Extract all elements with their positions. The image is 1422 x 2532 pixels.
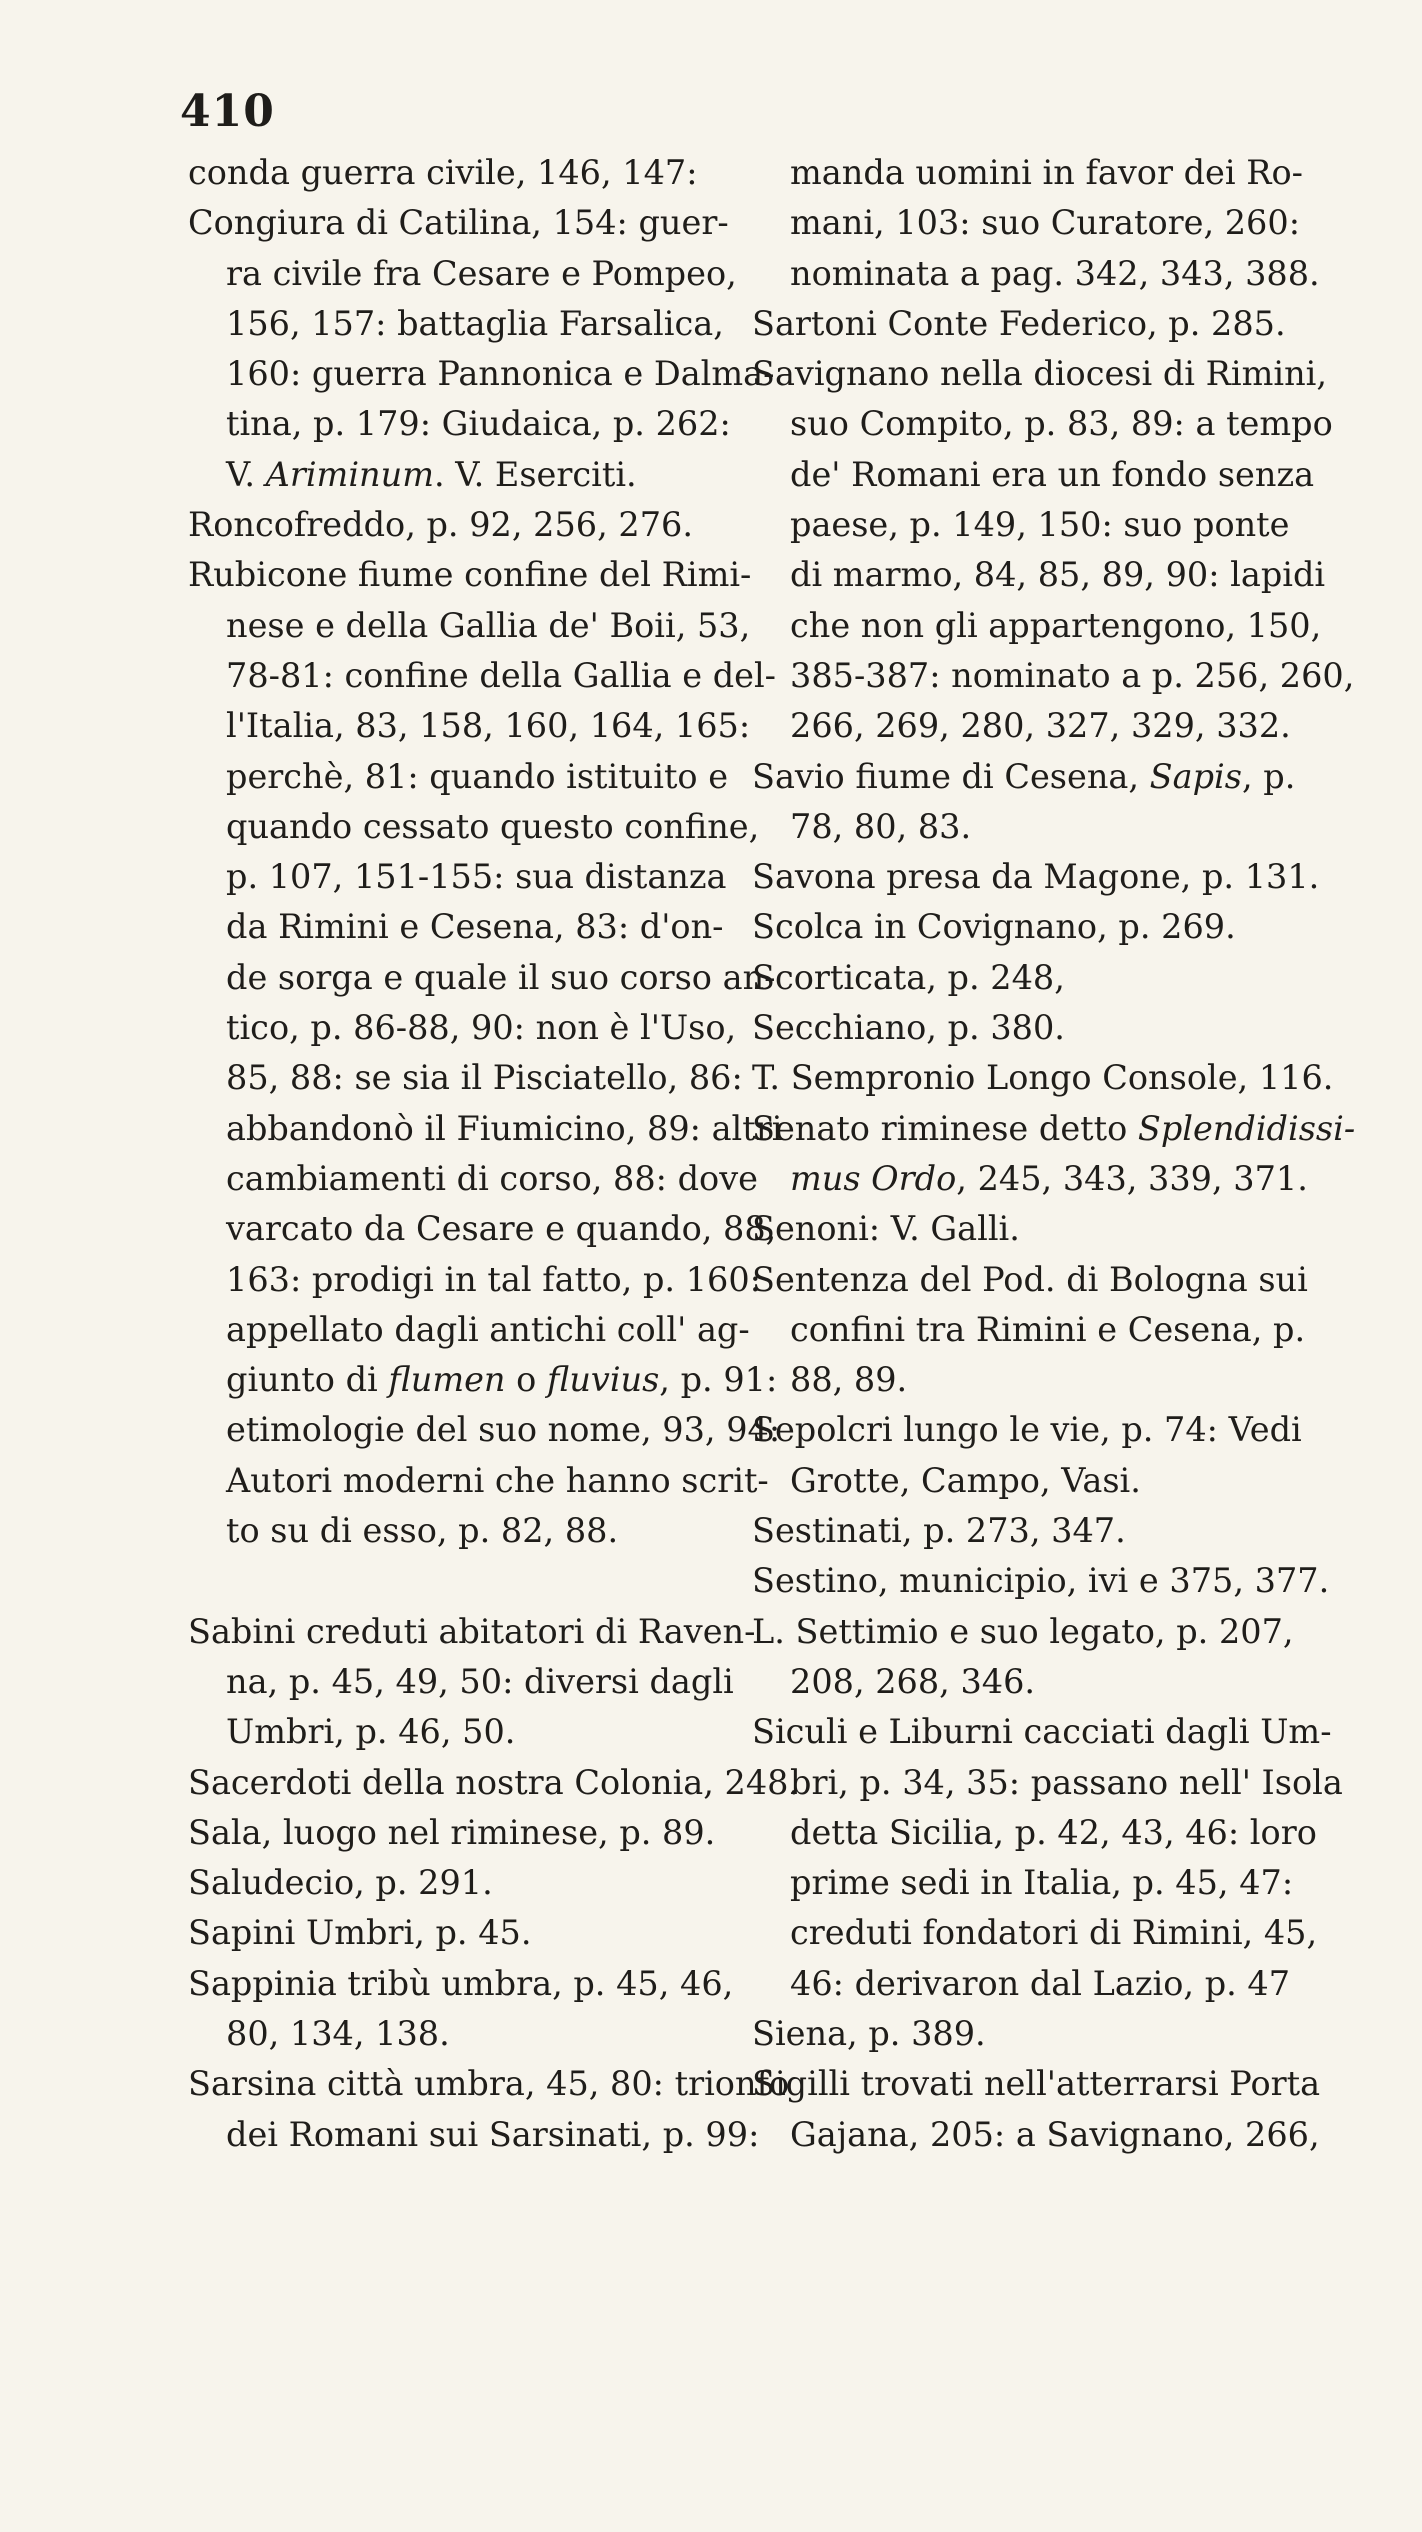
entry-gap bbox=[188, 1556, 740, 1606]
index-line: Umbri, p. 46, 50. bbox=[226, 1712, 516, 1752]
index-line: di marmo, 84, 85, 89, 90: lapidi bbox=[790, 555, 1326, 595]
index-line: varcato da Cesare e quando, 88, bbox=[226, 1209, 777, 1249]
index-line: 208, 268, 346. bbox=[790, 1661, 1036, 1701]
left-column bbox=[188, 148, 800, 2160]
index-line: Savio fiume di Cesena, Sapis, p. bbox=[752, 756, 1296, 796]
index-line: appellato dagli antichi coll' ag- bbox=[226, 1309, 750, 1349]
index-line: tina, p. 179: Giudaica, p. 262: bbox=[226, 404, 731, 444]
index-line: conda guerra civile, 146, 147: bbox=[188, 153, 698, 192]
index-line: Grotte, Campo, Vasi. bbox=[790, 1460, 1141, 1500]
index-line: paese, p. 149, 150: suo ponte bbox=[790, 505, 1290, 545]
index-line: 385-387: nominato a p. 256, 260, bbox=[790, 655, 1355, 695]
index-line: Sestino, municipio, ivi e 375, 377. bbox=[752, 1561, 1330, 1601]
index-line: Sala, luogo nel riminese, p. 89. bbox=[188, 1812, 716, 1852]
index-line: l'Italia, 83, 158, 160, 164, 165: bbox=[226, 706, 751, 746]
index-line: 80, 134, 138. bbox=[226, 2013, 450, 2053]
index-line: Saludecio, p. 291. bbox=[188, 1863, 493, 1903]
index-line: ra civile fra Cesare e Pompeo, bbox=[226, 253, 737, 293]
index-line: cambiamenti di corso, 88: dove bbox=[226, 1158, 758, 1198]
index-line: abbandonò il Fiumicino, 89: altri bbox=[226, 1108, 783, 1148]
index-line: 156, 157: battaglia Farsalica, bbox=[226, 303, 724, 343]
index-line: prime sedi in Italia, p. 45, 47: bbox=[790, 1863, 1294, 1903]
index-line: 46: derivaron dal Lazio, p. 47 bbox=[790, 1963, 1291, 2003]
index-line: detta Sicilia, p. 42, 43, 46: loro bbox=[790, 1812, 1317, 1852]
index-line: perchè, 81: quando istituito e bbox=[226, 756, 729, 796]
index-line: bri, p. 34, 35: passano nell' Isola bbox=[790, 1762, 1343, 1802]
index-line: Siculi e Liburni cacciati dagli Um- bbox=[752, 1712, 1332, 1752]
index-line: de sorga e quale il suo corso an- bbox=[226, 957, 776, 997]
index-line: 163: prodigi in tal fatto, p. 160: bbox=[226, 1259, 761, 1299]
index-line: to su di esso, p. 82, 88. bbox=[226, 1511, 619, 1551]
index-line: p. 107, 151-155: sua distanza bbox=[226, 857, 727, 897]
index-line: 266, 269, 280, 327, 329, 332. bbox=[790, 706, 1291, 746]
index-line: Sapini Umbri, p. 45. bbox=[188, 1913, 532, 1953]
index-line: Sappinia tribù umbra, p. 45, 46, bbox=[188, 1963, 734, 2003]
index-line: dei Romani sui Sarsinati, p. 99: bbox=[226, 2114, 760, 2154]
index-line: nese e della Gallia de' Boii, 53, bbox=[226, 605, 751, 645]
index-line: Sartoni Conte Federico, p. 285. bbox=[752, 303, 1286, 343]
index-line: Autori moderni che hanno scrit- bbox=[226, 1460, 769, 1500]
index-line: Sentenza del Pod. di Bologna sui bbox=[752, 1259, 1308, 1299]
page-number: 410 bbox=[180, 86, 275, 137]
index-line: giunto di flumen o fluvius, p. 91: bbox=[226, 1360, 778, 1400]
index-line: Roncofreddo, p. 92, 256, 276. bbox=[188, 505, 693, 545]
index-line: 78-81: confine della Gallia e del- bbox=[226, 655, 777, 695]
index-line: 78, 80, 83. bbox=[790, 806, 972, 846]
index-line: mus Ordo, 245, 343, 339, 371. bbox=[790, 1158, 1308, 1198]
index-line: etimologie del suo nome, 93, 94: bbox=[226, 1410, 781, 1450]
index-line: na, p. 45, 49, 50: diversi dagli bbox=[226, 1661, 734, 1701]
index-line: Scorticata, p. 248, bbox=[752, 957, 1065, 997]
index-line: Rubicone fiume confine del Rimi- bbox=[188, 555, 752, 595]
index-line: T. Sempronio Longo Console, 116. bbox=[752, 1058, 1334, 1098]
index-line: Sepolcri lungo le vie, p. 74: Vedi bbox=[752, 1410, 1302, 1450]
index-line: quando cessato questo confine, bbox=[226, 806, 760, 846]
index-line: Senoni: V. Galli. bbox=[752, 1209, 1020, 1249]
index-line: Savignano nella diocesi di Rimini, bbox=[752, 354, 1328, 394]
index-line: de' Romani era un fondo senza bbox=[790, 454, 1315, 494]
index-line: Sabini creduti abitatori di Raven- bbox=[188, 1611, 756, 1651]
index-line: creduti fondatori di Rimini, 45, bbox=[790, 1913, 1318, 1953]
right-column bbox=[752, 148, 1356, 2160]
index-line: Sestinati, p. 273, 347. bbox=[752, 1511, 1126, 1551]
index-line: Congiura di Catilina, 154: guer- bbox=[188, 203, 729, 243]
index-line: mani, 103: suo Curatore, 260: bbox=[790, 203, 1300, 243]
index-line: nominata a pag. 342, 343, 388. bbox=[790, 253, 1320, 293]
index-line: V. Ariminum. V. Eserciti. bbox=[226, 454, 637, 494]
index-line: 88, 89. bbox=[790, 1360, 908, 1400]
index-line: Gajana, 205: a Savignano, 266, bbox=[790, 2114, 1320, 2154]
index-line: che non gli appartengono, 150, bbox=[790, 605, 1322, 645]
index-line: 160: guerra Pannonica e Dalma- bbox=[226, 354, 775, 394]
index-line: Sigilli trovati nell'atterrarsi Porta bbox=[752, 2064, 1321, 2104]
index-line: L. Settimio e suo legato, p. 207, bbox=[752, 1611, 1294, 1651]
index-line: manda uomini in favor dei Ro- bbox=[790, 153, 1303, 192]
index-line: Secchiano, p. 380. bbox=[752, 1008, 1065, 1048]
index-line: suo Compito, p. 83, 89: a tempo bbox=[790, 404, 1333, 444]
index-line: Sacerdoti della nostra Colonia, 248. bbox=[188, 1762, 800, 1802]
index-line: Sarsina città umbra, 45, 80: trionfo bbox=[188, 2064, 790, 2104]
index-line: Senato riminese detto Splendidissi- bbox=[752, 1108, 1356, 1148]
index-line: tico, p. 86-88, 90: non è l'Uso, bbox=[226, 1008, 737, 1048]
index-line: da Rimini e Cesena, 83: d'on- bbox=[226, 907, 724, 947]
index-line: confini tra Rimini e Cesena, p. bbox=[790, 1309, 1306, 1349]
index-line: Siena, p. 389. bbox=[752, 2013, 986, 2053]
index-line: Savona presa da Magone, p. 131. bbox=[752, 857, 1320, 897]
index-line: Scolca in Covignano, p. 269. bbox=[752, 907, 1236, 947]
index-line: 85, 88: se sia il Pisciatello, 86: bbox=[226, 1058, 743, 1098]
